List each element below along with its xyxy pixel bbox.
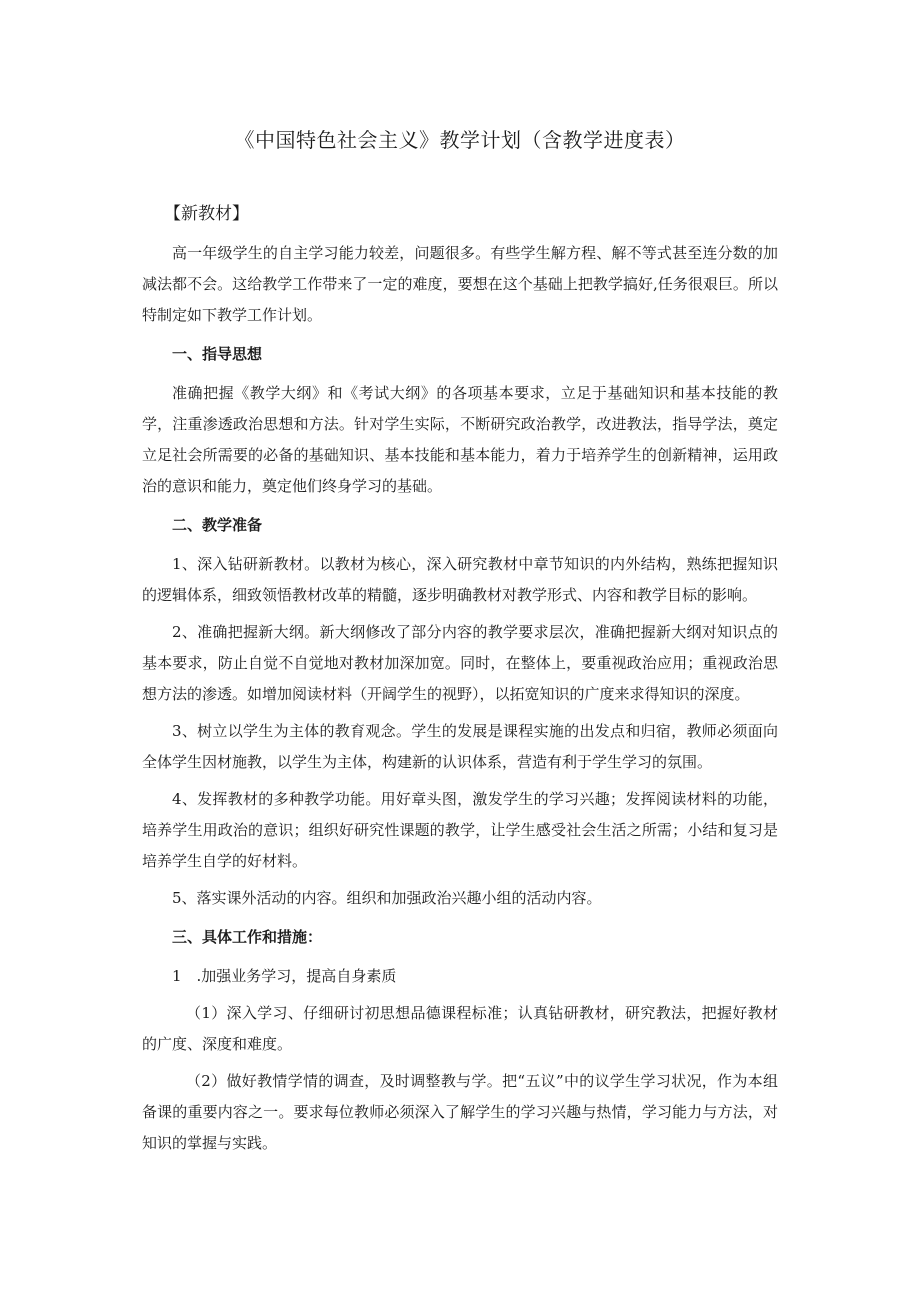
- paragraph: 1、深入钻研新教材。以教材为核心，深入研究教材中章节知识的内外结构，熟练把握知识的逻辑体系，细致领悟教材改革的精髓，逐步明确教材对教学形式、内容和教学目标的影响。: [142, 555, 778, 604]
- document-title: 《中国特色社会主义》教学计划（含教学进度表）: [234, 128, 686, 152]
- paragraph: 准确把握《教学大纲》和《考试大纲》的各项基本要求，立足于基础知识和基本技能的教学，注重渗透政治思想和方法。针对学生实际，不断研究政治教学，改进教法，指导学法，奠定立足社会所需要的必备的基础知识、基本技能和基本能力，着力于培养学生的创新精神，运用政治的意识和能力，奠定他们终身学习的基础。: [142, 384, 778, 495]
- intro-paragraph: 高一年级学生的自主学习能力较差，问题很多。有些学生解方程、解不等式甚至连分数的加减法都不会。这给教学工作带来了一定的难度，要想在这个基础上把教学搞好,任务很艰巨。所以特制定如下教学工作计划。: [142, 244, 778, 324]
- section-heading-guiding-thought: 一、指导思想: [172, 345, 263, 363]
- paragraph: （2）做好教情学情的调查，及时调整教与学。把“五议”中的议学生学习状况，作为本组备课的重要内容之一。要求每位教师必须深入了解学生的学习兴趣与热情，学习能力与方法，对知识的掌握与实践。: [142, 1072, 778, 1152]
- paragraph: 1 .加强业务学习，提高自身素质: [172, 967, 397, 985]
- paragraph: 3、树立以学生为主体的教育观念。学生的发展是课程实施的出发点和归宿，教师必须面向全体学生因材施教，以学生为主体，构建新的认识体系，营造有利于学生学习的氛围。: [142, 722, 778, 771]
- paragraph: （1）深入学习、仔细研讨初思想品德课程标准；认真钻研教材，研究教法，把握好教材的广度、深度和难度。: [142, 1004, 778, 1053]
- edition-tag: 【新教材】: [164, 204, 249, 224]
- paragraph: 5、落实课外活动的内容。组织和加强政治兴趣小组的活动内容。: [172, 889, 602, 907]
- paragraph: 4、发挥教材的多种教学功能。用好章头图，激发学生的学习兴趣；发挥阅读材料的功能，培养学生用政治的意识；组织好研究性课题的教学，让学生感受社会生活之所需；小结和复习是培养学生自学的好材料。: [142, 790, 778, 870]
- paragraph: 2、准确把握新大纲。新大纲修改了部分内容的教学要求层次，准确把握新大纲对知识点的基本要求，防止自觉不自觉地对教材加深加宽。同时，在整体上，要重视政治应用；重视政治思想方法的渗透。如增加阅读材料（开阔学生的视野），以拓宽知识的广度来求得知识的深度。: [142, 623, 778, 703]
- section-heading-teaching-preparation: 二、教学准备: [172, 516, 263, 534]
- section-heading-specific-measures: 三、具体工作和措施：: [172, 928, 323, 946]
